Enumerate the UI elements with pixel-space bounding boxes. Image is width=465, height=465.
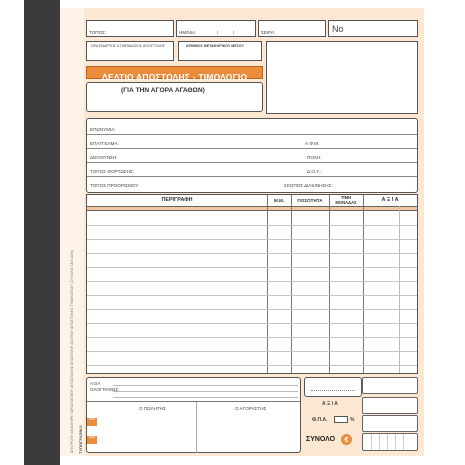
percent-sign: %: [350, 417, 355, 423]
vat-number-label: Α.Φ.Μ.: [305, 141, 320, 146]
signatures-box: [86, 377, 301, 453]
header-description: ΠΕΡΙΓΡΑΦΗ: [161, 197, 193, 203]
date-separator: /: [233, 30, 235, 35]
company-name-label: ΕΠΩΝΥΜΙΑ:: [90, 127, 116, 132]
value-label: Α Ξ Ι Α: [322, 401, 338, 407]
vehicle-number-field[interactable]: [178, 41, 262, 61]
delivery-time-label: ΩΡΑ ΕΝΑΡΞΗΣ & ΠΑΡΑΔΟΣΗΣ ΑΠΟΣΤΟΛΗΣ: [91, 44, 165, 48]
document-title: ΔΕΛΤΙΟ ΑΠΟΣΤΟΛΗΣ - ΤΙΜΟΛΟΓΙΟ: [101, 72, 248, 82]
stub-brand: ΤΥΠΟΓΡΑΦΙΚΑ: [78, 425, 83, 454]
header-unit-price-line1: ΤΙΜΗ: [340, 195, 352, 200]
stub-vertical-text: ΑΓΚΥΡΩΤΗ ΑΝΑΛΗΨΗ ΠΑΡΑΣΤΑΤΙΚΟΥ ΑΠΟΣΤΟΛΗΣ ΑΠΟΣΤΟΛΗ ΔΕΛΤΙΟΥ ΑΠΟΣΤΟΛΗΣ ΤΙΜΟΛΟΓΙΟΥ (ΣΥΝΟΛΟ ΣΕΛΙΔΩΝ): [70, 249, 74, 453]
buyer-label: Ο ΑΓΟΡΑΣΤΗΣ: [235, 406, 267, 411]
grand-total-field[interactable]: [362, 433, 418, 451]
tax-office-label: Δ.Ο.Υ.:: [307, 169, 322, 174]
total-words-box: [304, 377, 362, 397]
seller-label: Ο ΠΩΛΗΤΗΣ: [139, 406, 166, 411]
city-label: ΠΟΛΗ:: [307, 155, 322, 160]
items-table: [86, 194, 418, 374]
tear-off-stub: [60, 8, 86, 456]
address-label: ΔΙΕΥΘΥΝΣΗ:: [90, 155, 118, 160]
total-label: ΣΥΝΟΛΟ: [306, 436, 336, 443]
from-badge: ΑΠΟ: [87, 418, 97, 426]
customer-details: [86, 118, 418, 193]
invoice-form: [84, 8, 424, 456]
destination-label: ΤΟΠΟΣ ΠΡΟΟΡΙΣΜΟΥ:: [90, 183, 140, 188]
series-field[interactable]: [258, 20, 326, 37]
delivery-time-field[interactable]: [86, 41, 174, 61]
vehicle-number-label: ΑΡΙΘΜΟΣ ΜΕΤΑΦΟΡΙΚΟΥ ΜΕΣΟΥ: [186, 44, 244, 48]
binding-spine: [24, 0, 60, 465]
transport-purpose-label: ΣΚΟΠΟΣ ΔΙΑΚΙΝΗΣΗΣ:: [284, 183, 333, 188]
euro-icon: €: [341, 434, 352, 445]
number-field[interactable]: [328, 20, 418, 37]
document-title-bar: [86, 66, 263, 82]
loading-place-label: ΤΟΠΟΣ ΦΟΡΤΩΣΗΣ:: [90, 169, 135, 174]
value-amount-field[interactable]: [362, 377, 418, 394]
profession-label: ΕΠΑΓΓΕΛΜΑ:: [90, 141, 119, 146]
vat-rate-field[interactable]: [334, 416, 348, 423]
place-field[interactable]: [86, 20, 174, 37]
header-unit-price-line2: ΜΟΝΑΔΑΣ: [335, 200, 357, 205]
to-badge: ΕΩΣ: [87, 436, 97, 444]
header-quantity: ΠΟΣΟΤΗΤΑ: [297, 198, 323, 203]
series-label: ΣΕΙΡΑ:: [261, 30, 276, 35]
date-separator: /: [217, 30, 219, 35]
vat-amount-field[interactable]: [362, 415, 418, 432]
header-value: Α Ξ Ι Α: [381, 197, 399, 203]
amount-words-label: ΑΞΙΑ: [90, 381, 101, 386]
number-label: Νο: [332, 24, 344, 34]
vat-rate-label: Φ.Π.Α.: [312, 417, 328, 423]
document-subtitle: (ΓΙΑ ΤΗΝ ΑΓΟΡΑ ΑΓΑΘΩΝ): [121, 87, 205, 94]
document-subtitle-box: [86, 82, 263, 112]
value-field[interactable]: [362, 397, 418, 414]
amount-words-label-2: ΟΛΟΓΡΑΦΩΣ: [90, 387, 119, 392]
place-label: ΤΟΠΟΣ:: [89, 30, 107, 35]
date-field[interactable]: [176, 20, 256, 37]
header-unit-price: [329, 195, 363, 205]
issuer-stamp-area: [266, 41, 418, 114]
date-label: ΗΜ/ΝΙΑ:: [179, 30, 197, 35]
header-unit: Μ.Μ.: [273, 198, 285, 203]
